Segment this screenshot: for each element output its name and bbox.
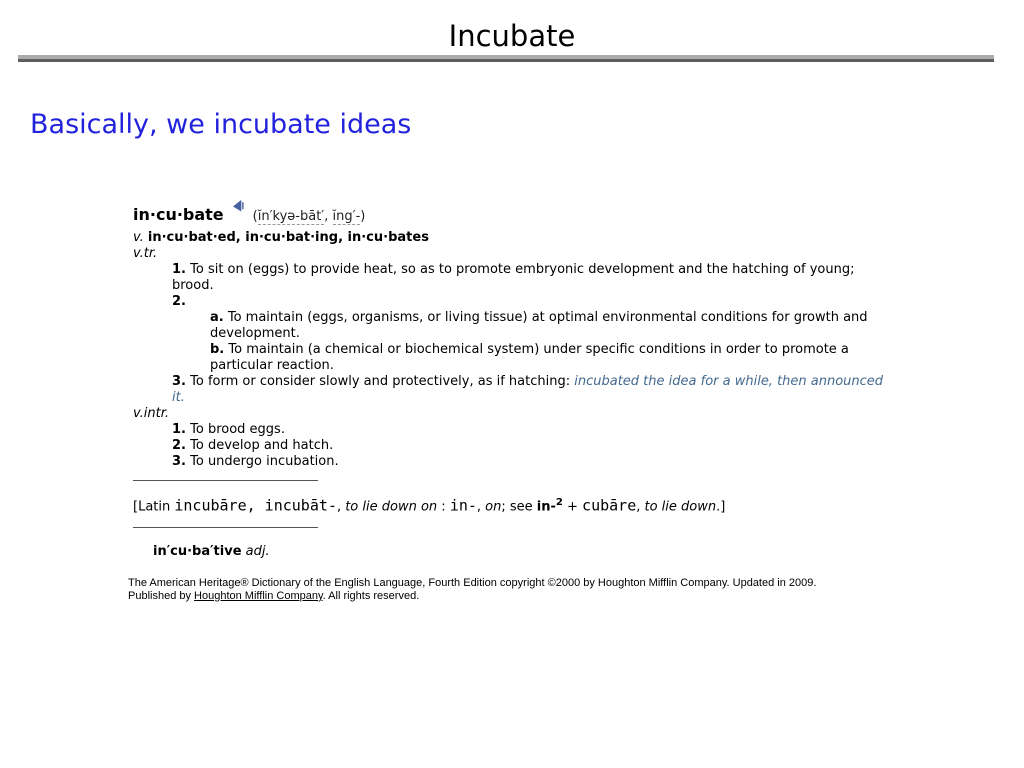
etymology [133, 493, 888, 516]
definition-item [172, 454, 888, 470]
inflections: in·cu·bat·ed, in·cu·bat·ing, in·cu·bates [147, 230, 429, 245]
etymology-sep: : [437, 499, 450, 515]
cross-reference-link[interactable]: in- [536, 499, 556, 515]
subtitle: Basically, we incubate ideas [30, 109, 412, 140]
etymology-close: .] [716, 499, 726, 515]
definition-text: To develop and hatch. [190, 438, 334, 453]
latin-form: incubāre, incubāt- [174, 496, 337, 515]
definition-item [172, 438, 888, 454]
latin-form: cubāre [582, 496, 637, 515]
derived-form-line [153, 544, 888, 560]
pron-paren-close: ) [360, 209, 366, 224]
pronunciation-key-link[interactable]: ĭn′kyə-bāt′ [257, 209, 325, 224]
pron-separator: , [324, 209, 333, 224]
definition-number: 2. [172, 438, 186, 453]
sub-definition-item [210, 342, 888, 374]
sub-definition-item [210, 310, 888, 342]
definition-number: 1. [172, 422, 186, 437]
pronunciation-key-link[interactable]: ĭng′- [332, 209, 361, 224]
pronunciation [253, 209, 366, 225]
speaker-icon[interactable] [233, 199, 246, 220]
dictionary-entry [128, 199, 888, 602]
sub-definition-text: To maintain (a chemical or biochemical system) under specific conditions in order to promote a particular reaction. [210, 342, 849, 373]
definition-item [172, 422, 888, 438]
etymology-open: [Latin [133, 499, 175, 515]
etymology-gloss: to lie down on [345, 499, 438, 515]
etymology-sep: ; see [501, 499, 537, 515]
sub-definitions [210, 310, 888, 374]
etymology-sep: , [336, 499, 346, 515]
sub-definition-letter: a. [210, 310, 224, 325]
pos-abbrev: v. [133, 230, 144, 245]
copyright-line2-before: Published by [128, 589, 195, 602]
definition-item [172, 374, 888, 406]
definition-item [172, 294, 888, 374]
definition-number: 2. [172, 294, 186, 309]
definition-number: 3. [172, 374, 186, 389]
vintr-label: v.intr. [133, 406, 169, 421]
vintr-definitions [172, 422, 888, 470]
copyright-line1: The American Heritage® Dictionary of the English Language, Fourth Edition copyright ©2000 by Houghton Mifflin Company. Updated in 2009. [128, 577, 817, 590]
vtr-label: v.tr. [133, 246, 158, 261]
vtr-definitions [172, 262, 888, 406]
definition-text: To sit on (eggs) to provide heat, so as to promote embryonic development and the hatching of young; brood. [172, 262, 855, 293]
derived-word: in′cu·ba′tive [153, 544, 242, 560]
etymology-gloss: to lie down [644, 499, 717, 515]
title-divider [18, 55, 994, 62]
etymology-divider-bottom [133, 527, 318, 528]
definition-item [172, 262, 888, 294]
entry-headline [133, 199, 888, 227]
pron-paren-open: ( [252, 209, 258, 224]
definition-text: To undergo incubation. [190, 454, 339, 469]
page-title: Incubate [448, 19, 576, 53]
etymology-divider-top [133, 480, 318, 481]
definition-number: 1. [172, 262, 186, 277]
copyright-notice [128, 577, 898, 602]
sub-definition-letter: b. [210, 342, 225, 357]
definition-number: 3. [172, 454, 186, 469]
derived-pos: adj. [245, 544, 270, 560]
etymology-sep: + [562, 499, 583, 515]
definition-text: To brood eggs. [190, 422, 285, 437]
inflections-line [133, 230, 888, 246]
latin-form: in- [449, 496, 477, 515]
definition-text: To form or consider slowly and protectively, as if hatching: [190, 374, 575, 389]
etymology-sep: , [476, 499, 486, 515]
etymology-sep: , [636, 499, 645, 515]
headword: in·cu·bate [133, 205, 224, 224]
usage-example: incubated the idea for a while, then announced it. [172, 374, 884, 405]
copyright-line2-after: . All rights reserved. [322, 589, 420, 602]
cross-reference-superscript[interactable]: 2 [555, 497, 563, 508]
sub-definition-text: To maintain (eggs, organisms, or living tissue) at optimal environmental conditions for growth and development. [210, 310, 868, 341]
publisher-link[interactable]: Houghton Mifflin Company [194, 589, 323, 602]
etymology-gloss: on [485, 499, 502, 515]
